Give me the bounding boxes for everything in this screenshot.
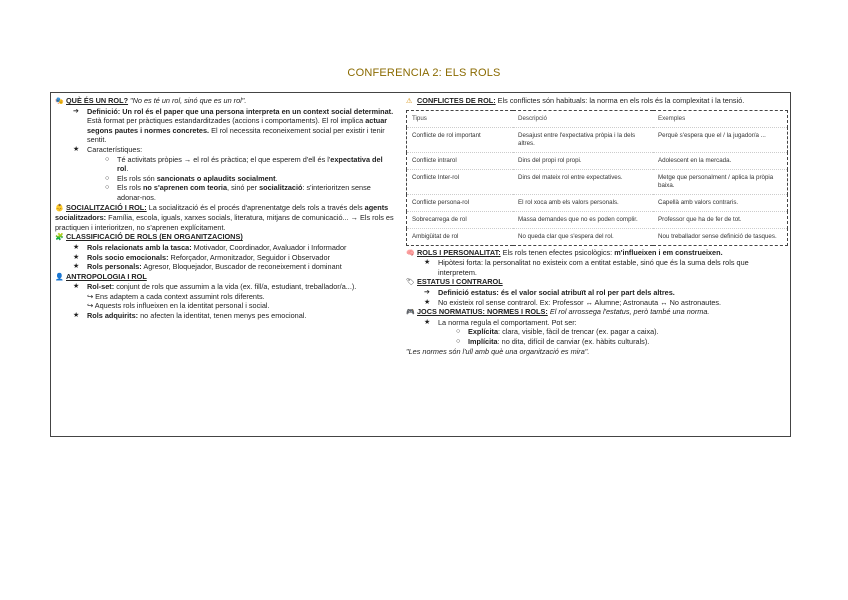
star-icon: ★ bbox=[424, 298, 431, 306]
conflicts-table bbox=[406, 110, 788, 246]
circle-bullet-icon: ○ bbox=[105, 184, 110, 192]
star-icon: ★ bbox=[73, 263, 80, 271]
section-norms: 🎮 JOCS NORMATIUS: NORMES I ROLS: El rol arrossega l'estatus, però també una norma. ★ La norma regula el comportament. Pot ser: ○ Explícita: clara, visible, fàcil de trencar (ex. pagar a caixa). ○ Implícita: no dita, difícil de canviar (ex. hàbits culturals). "Les normes són l'ull amb què una organització es mira". bbox=[406, 307, 788, 356]
list-item: ★ Rols socio emocionals: Reforçador, Armonitzador, Seguidor i Observador bbox=[73, 252, 330, 262]
section-status bbox=[406, 277, 788, 307]
table-header-row bbox=[407, 110, 788, 127]
baby-icon: 👶 bbox=[55, 204, 64, 212]
star-icon: ★ bbox=[73, 145, 80, 153]
list-item: ★ Rols relacionats amb la tasca: Motivador, Coordinador, Avaluador i Informador bbox=[73, 242, 347, 252]
warning-icon: ⚠ bbox=[406, 98, 413, 105]
table-cell: No queda clar que s'espera del rol. bbox=[513, 228, 653, 245]
table-cell: El rol xoca amb els valors personals. bbox=[513, 194, 653, 211]
table-row bbox=[407, 152, 788, 169]
table-header: Exemples bbox=[653, 110, 788, 127]
table-cell: Desajust entre l'expectativa pròpia i la dels altres. bbox=[513, 127, 653, 152]
table-row bbox=[407, 127, 788, 152]
theater-masks-icon: 🎭 bbox=[55, 98, 64, 105]
star-icon: ★ bbox=[73, 243, 80, 251]
list-item: ➔ Definició estatus: és el valor social atribuït al rol per part dels altres. bbox=[424, 287, 675, 297]
sub-note: ↪ Aquests rols influeixen en la identitat personal i social. bbox=[87, 301, 270, 311]
circle-bullet-icon: ○ bbox=[456, 328, 461, 336]
table-cell: Conflicte Inter-rol bbox=[407, 169, 514, 194]
person-icon: 👤 bbox=[55, 273, 64, 281]
list-item: ★ Hipòtesi forta: la personalitat no existeix com a entitat estable, sinó que és la suma dels rols que interpretem. bbox=[424, 258, 749, 277]
star-icon: ★ bbox=[73, 283, 80, 291]
sub-note: ↪ Ens adaptem a cada context assumint rols diferents. bbox=[87, 291, 265, 301]
left-column bbox=[55, 96, 395, 321]
table-header: Descripció bbox=[513, 110, 653, 127]
table-cell: Conflicte persona-rol bbox=[407, 194, 514, 211]
table-cell: Conflicte de rol important bbox=[407, 127, 514, 152]
circle-bullet-icon: ○ bbox=[456, 337, 461, 345]
list-item: ★ No existeix rol sense contrarol. Ex: Professor ↔ Alumne; Astronauta ↔ No astronautes. bbox=[424, 297, 722, 307]
arrow-icon: ➔ bbox=[73, 107, 79, 115]
list-item: ★ La norma regula el comportament. Pot ser: bbox=[424, 317, 577, 327]
list-item: ○ Implícita: no dita, difícil de canviar (ex. hàbits culturals). bbox=[456, 336, 650, 346]
section-classification bbox=[55, 232, 395, 271]
section-conflicts: ⚠ CONFLICTES DE ROL: Els conflictes són habituals: la norma en els rols és la complexitat i la tensió. Tipus Descripció Exemples Conflicte de rol important Desajust entre l'expectativa pròpia i la dels altres. Perquè s'espera que el / la jugador/a ... Conflicte intrarol Dins del propi rol propi. Adolescent en la mercada. Conflicte Inter-rol Dins del mateix rol entre expectatives. Metge que personalment / aplica la pròpia baixa. Conflicte persona-rol El rol xoca amb els valors personals. Capellà amb valors contraris. Sobrecarrega de rol Massa demandes que no es poden complir. Professor que ha de fer de tot. Ambigüitat de rol No queda clar que s'espera del rol. Nou treballador sense definició de tasques. bbox=[406, 96, 788, 246]
table-cell: Perquè s'espera que el / la jugador/a ... bbox=[653, 127, 788, 152]
circle-bullet-icon: ○ bbox=[105, 174, 110, 182]
brain-icon: 🧠 bbox=[406, 249, 415, 257]
star-icon: ★ bbox=[424, 318, 431, 326]
section-heading: ANTROPOLOGIA I ROL bbox=[66, 271, 147, 281]
section-anthropology bbox=[55, 272, 395, 321]
circle-bullet-icon: ○ bbox=[105, 155, 110, 163]
list-item: ○ Els rols no s'aprenen com teoria, sinó per socialització: s'interioritzen sense adonar-nos. bbox=[105, 183, 371, 202]
star-icon: ★ bbox=[73, 312, 80, 320]
section-personality: 🧠 ROLS I PERSONALITAT: Els rols tenen efectes psicològics: m'influeixen i em construeixen. ★ Hipòtesi forta: la personalitat no existeix com a entitat estable, sinó que és la suma dels rols que interpretem. bbox=[406, 248, 788, 278]
table-row bbox=[407, 228, 788, 245]
table-cell: Ambigüitat de rol bbox=[407, 228, 514, 245]
section-heading: ESTATUS I CONTRAROL bbox=[417, 277, 503, 287]
section-heading: CLASSIFICACIÓ DE ROLS (EN ORGANITZACIONS) bbox=[66, 232, 243, 242]
table-row bbox=[407, 194, 788, 211]
section-heading: JOCS NORMATIUS: NORMES I ROLS: bbox=[417, 307, 548, 317]
table-header: Tipus bbox=[407, 110, 514, 127]
arrow-icon: ➔ bbox=[424, 288, 430, 296]
table-cell: Dins del propi rol propi. bbox=[513, 152, 653, 169]
section-heading: ROLS I PERSONALITAT: bbox=[417, 247, 501, 257]
right-column bbox=[406, 96, 788, 356]
table-cell: Capellà amb valors contraris. bbox=[653, 194, 788, 211]
table-cell: Metge que personalment / aplica la pròpia baixa. bbox=[653, 169, 788, 194]
table-cell: Conflicte intrarol bbox=[407, 152, 514, 169]
table-cell: Adolescent en la mercada. bbox=[653, 152, 788, 169]
list-item: ★ Rols personals: Agresor, Bloquejador, Buscador de reconeixement i dominant bbox=[73, 262, 342, 272]
table-row bbox=[407, 169, 788, 194]
star-icon: ★ bbox=[73, 253, 80, 261]
table-row bbox=[407, 211, 788, 228]
puzzle-icon: 🧩 bbox=[55, 234, 64, 242]
section-heading: QUÈ ÉS UN ROL? bbox=[66, 96, 129, 105]
page-title: CONFERENCIA 2: ELS ROLS bbox=[347, 67, 501, 79]
list-item: ★ Rols adquirits: no afecten la identitat, tenen menys pes emocional. bbox=[73, 311, 307, 321]
section-heading: CONFLICTES DE ROL: bbox=[417, 96, 496, 105]
list-item: ○ Els rols són sancionats o aplaudits socialment. bbox=[105, 173, 278, 183]
section-heading: SOCIALITZACIÓ I ROL: bbox=[66, 202, 147, 212]
list-item: ★ Rol-set: conjunt de rols que assumim a la vida (ex. fill/a, estudiant, treballador/a...). bbox=[73, 282, 357, 292]
list-item: ○ Té activitats pròpies → el rol és pràctica; el que esperem d'ell és l'expectativa del rol. bbox=[105, 154, 383, 174]
game-controller-icon: 🎮 bbox=[406, 309, 415, 317]
list-item: ○ Explícita: clara, visible, fàcil de trencar (ex. pagar a caixa). bbox=[456, 327, 659, 337]
table-cell: Nou treballador sense definició de tasques. bbox=[653, 228, 788, 245]
section-socialization: 👶 SOCIALITZACIÓ I ROL: La socialització és el procés d'aprenentatge dels rols a través dels agents socialitzadors: Família, escola, iguals, xarxes socials, literatura, mitjans de comunicació... → Els rols es practiquen i interioritzen, no s'aprenen explícitament. bbox=[55, 202, 394, 232]
list-item: ➔ Definició: Un rol és el paper que una persona interpreta en un context social determinat. Està format per pràctiques estandarditzades (accions i comportaments). El rol implica actuar segons pautes i normes concretes. El rol necessita reconeixement social per existir i tenir sentit. bbox=[73, 106, 394, 145]
table-cell: Massa demandes que no es poden complir. bbox=[513, 211, 653, 228]
closing-quote: "Les normes són l'ull amb què una organització es mira". bbox=[406, 346, 590, 356]
tag-icon: 🏷 bbox=[406, 279, 415, 287]
table-cell: Sobrecarrega de rol bbox=[407, 211, 514, 228]
table-cell: Professor que ha de fer de tot. bbox=[653, 211, 788, 228]
star-icon: ★ bbox=[424, 259, 431, 267]
section-what-is-role: 🎭 QUÈ ÉS UN ROL? "No es té un rol, sinó que es un rol". ➔ Definició: Un rol és el paper que una persona interpreta en un context social determinat. Està format per pràctiques estandarditzades (accions i comportaments). El rol implica actuar segons pautes i normes concretes. El rol necessita reconeixement social per existir i tenir sentit. ★ Característiques: ○ Té activitats pròpies → el rol és pràctica; el que esperem d'ell és l'expectativa del rol. ○ Els rols són sancionats o aplaudits socialment. ○ Els rols no s'aprenen com teoria, sinó per socialització: s'interioritzen sense adonar-nos. bbox=[55, 96, 394, 202]
table-cell: Dins del mateix rol entre expectatives. bbox=[513, 169, 653, 194]
list-item: ★ Característiques: bbox=[73, 144, 143, 154]
